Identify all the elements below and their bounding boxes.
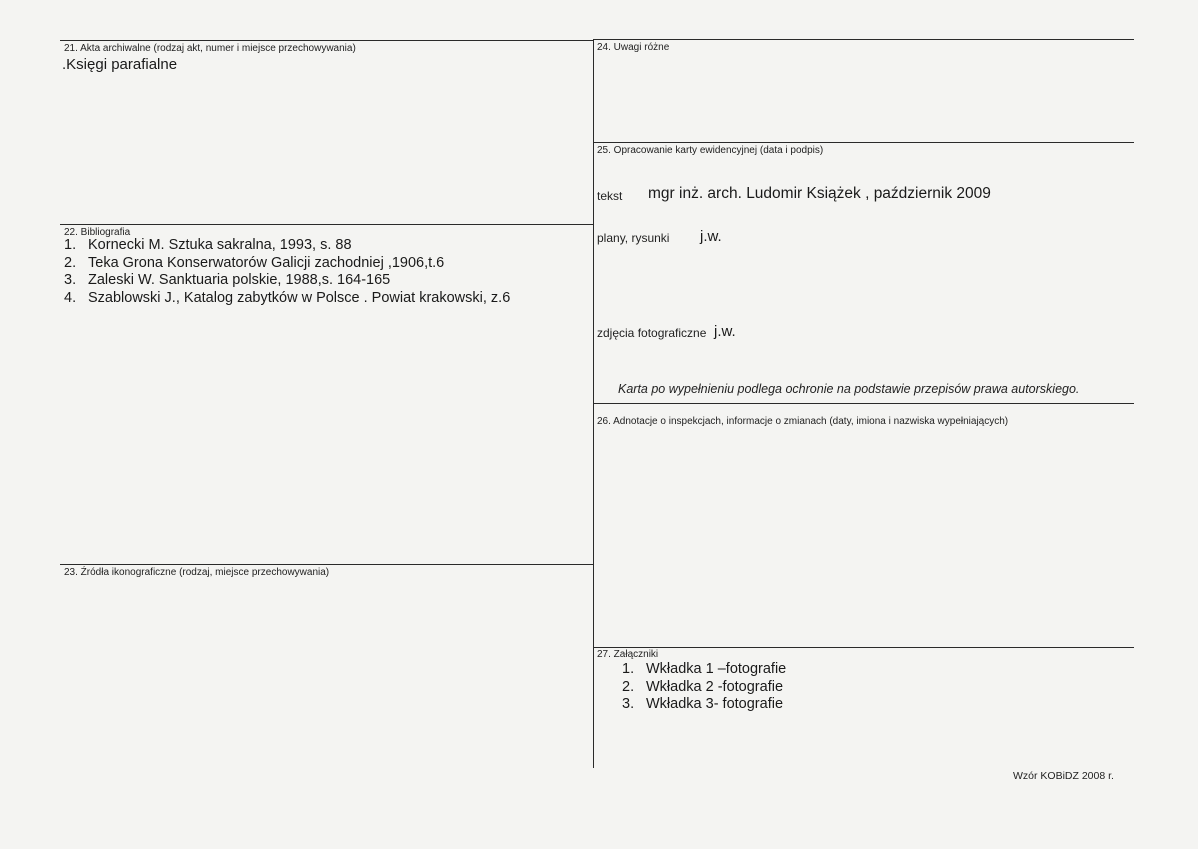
tekst-value: mgr inż. arch. Ludomir Książek , październik 2009: [648, 185, 991, 202]
section-25-label: 25. Opracowanie karty ewidencyjnej (data i podpis): [597, 145, 824, 156]
rule-25: [593, 142, 1134, 143]
section-22-label: 22. Bibliografia: [64, 227, 131, 238]
form-template-footer: Wzór KOBiDZ 2008 r.: [1013, 770, 1114, 782]
bibliography-list: [64, 237, 510, 307]
plany-value: j.w.: [700, 228, 722, 245]
list-item: 3. Zaleski W. Sanktuaria polskie, 1988,s. 164-165: [64, 272, 391, 288]
list-item: 4. Szablowski J., Katalog zabytków w Polsce . Powiat krakowski, z.6: [64, 289, 511, 306]
rule-27: [593, 647, 1134, 648]
list-item: 2. Wkładka 2 -fotografie: [622, 678, 784, 695]
list-item: 1. Kornecki M. Sztuka sakralna, 1993, s. 88: [64, 237, 352, 253]
rule-23: [60, 564, 593, 565]
zdjecia-label: zdjęcia fotograficzne: [597, 326, 707, 340]
section-21-value: .Księgi parafialne: [62, 56, 178, 73]
section-21-label: 21. Akta archiwalne (rodzaj akt, numer i miejsce przechowywania): [64, 43, 356, 54]
section-23-label: 23. Źródła ikonograficzne (rodzaj, miejsce przechowywania): [64, 567, 330, 578]
copyright-notice: Karta po wypełnieniu podlega ochronie na podstawie przepisów prawa autorskiego.: [618, 382, 1080, 396]
section-24-label: 24. Uwagi różne: [597, 42, 670, 53]
tekst-label: tekst: [597, 189, 623, 203]
top-rule-left: [60, 40, 593, 41]
list-item: 3. Wkładka 3- fotografie: [622, 696, 784, 712]
list-item: 1. Wkładka 1 –fotografie: [622, 661, 787, 677]
top-rule-right: [593, 39, 1134, 40]
zdjecia-value: j.w.: [714, 323, 736, 340]
rule-26: [593, 403, 1134, 404]
section-27-label: 27. Załączniki: [597, 649, 659, 660]
list-item: 2. Teka Grona Konserwatorów Galicji zachodniej ,1906,t.6: [64, 254, 445, 271]
attachments-list: [622, 661, 786, 714]
plany-label: plany, rysunki: [597, 231, 670, 245]
rule-22: [60, 224, 593, 225]
section-26-label: 26. Adnotacje o inspekcjach, informacje o zmianach (daty, imiona i nazwiska wypełniających): [597, 416, 1009, 427]
